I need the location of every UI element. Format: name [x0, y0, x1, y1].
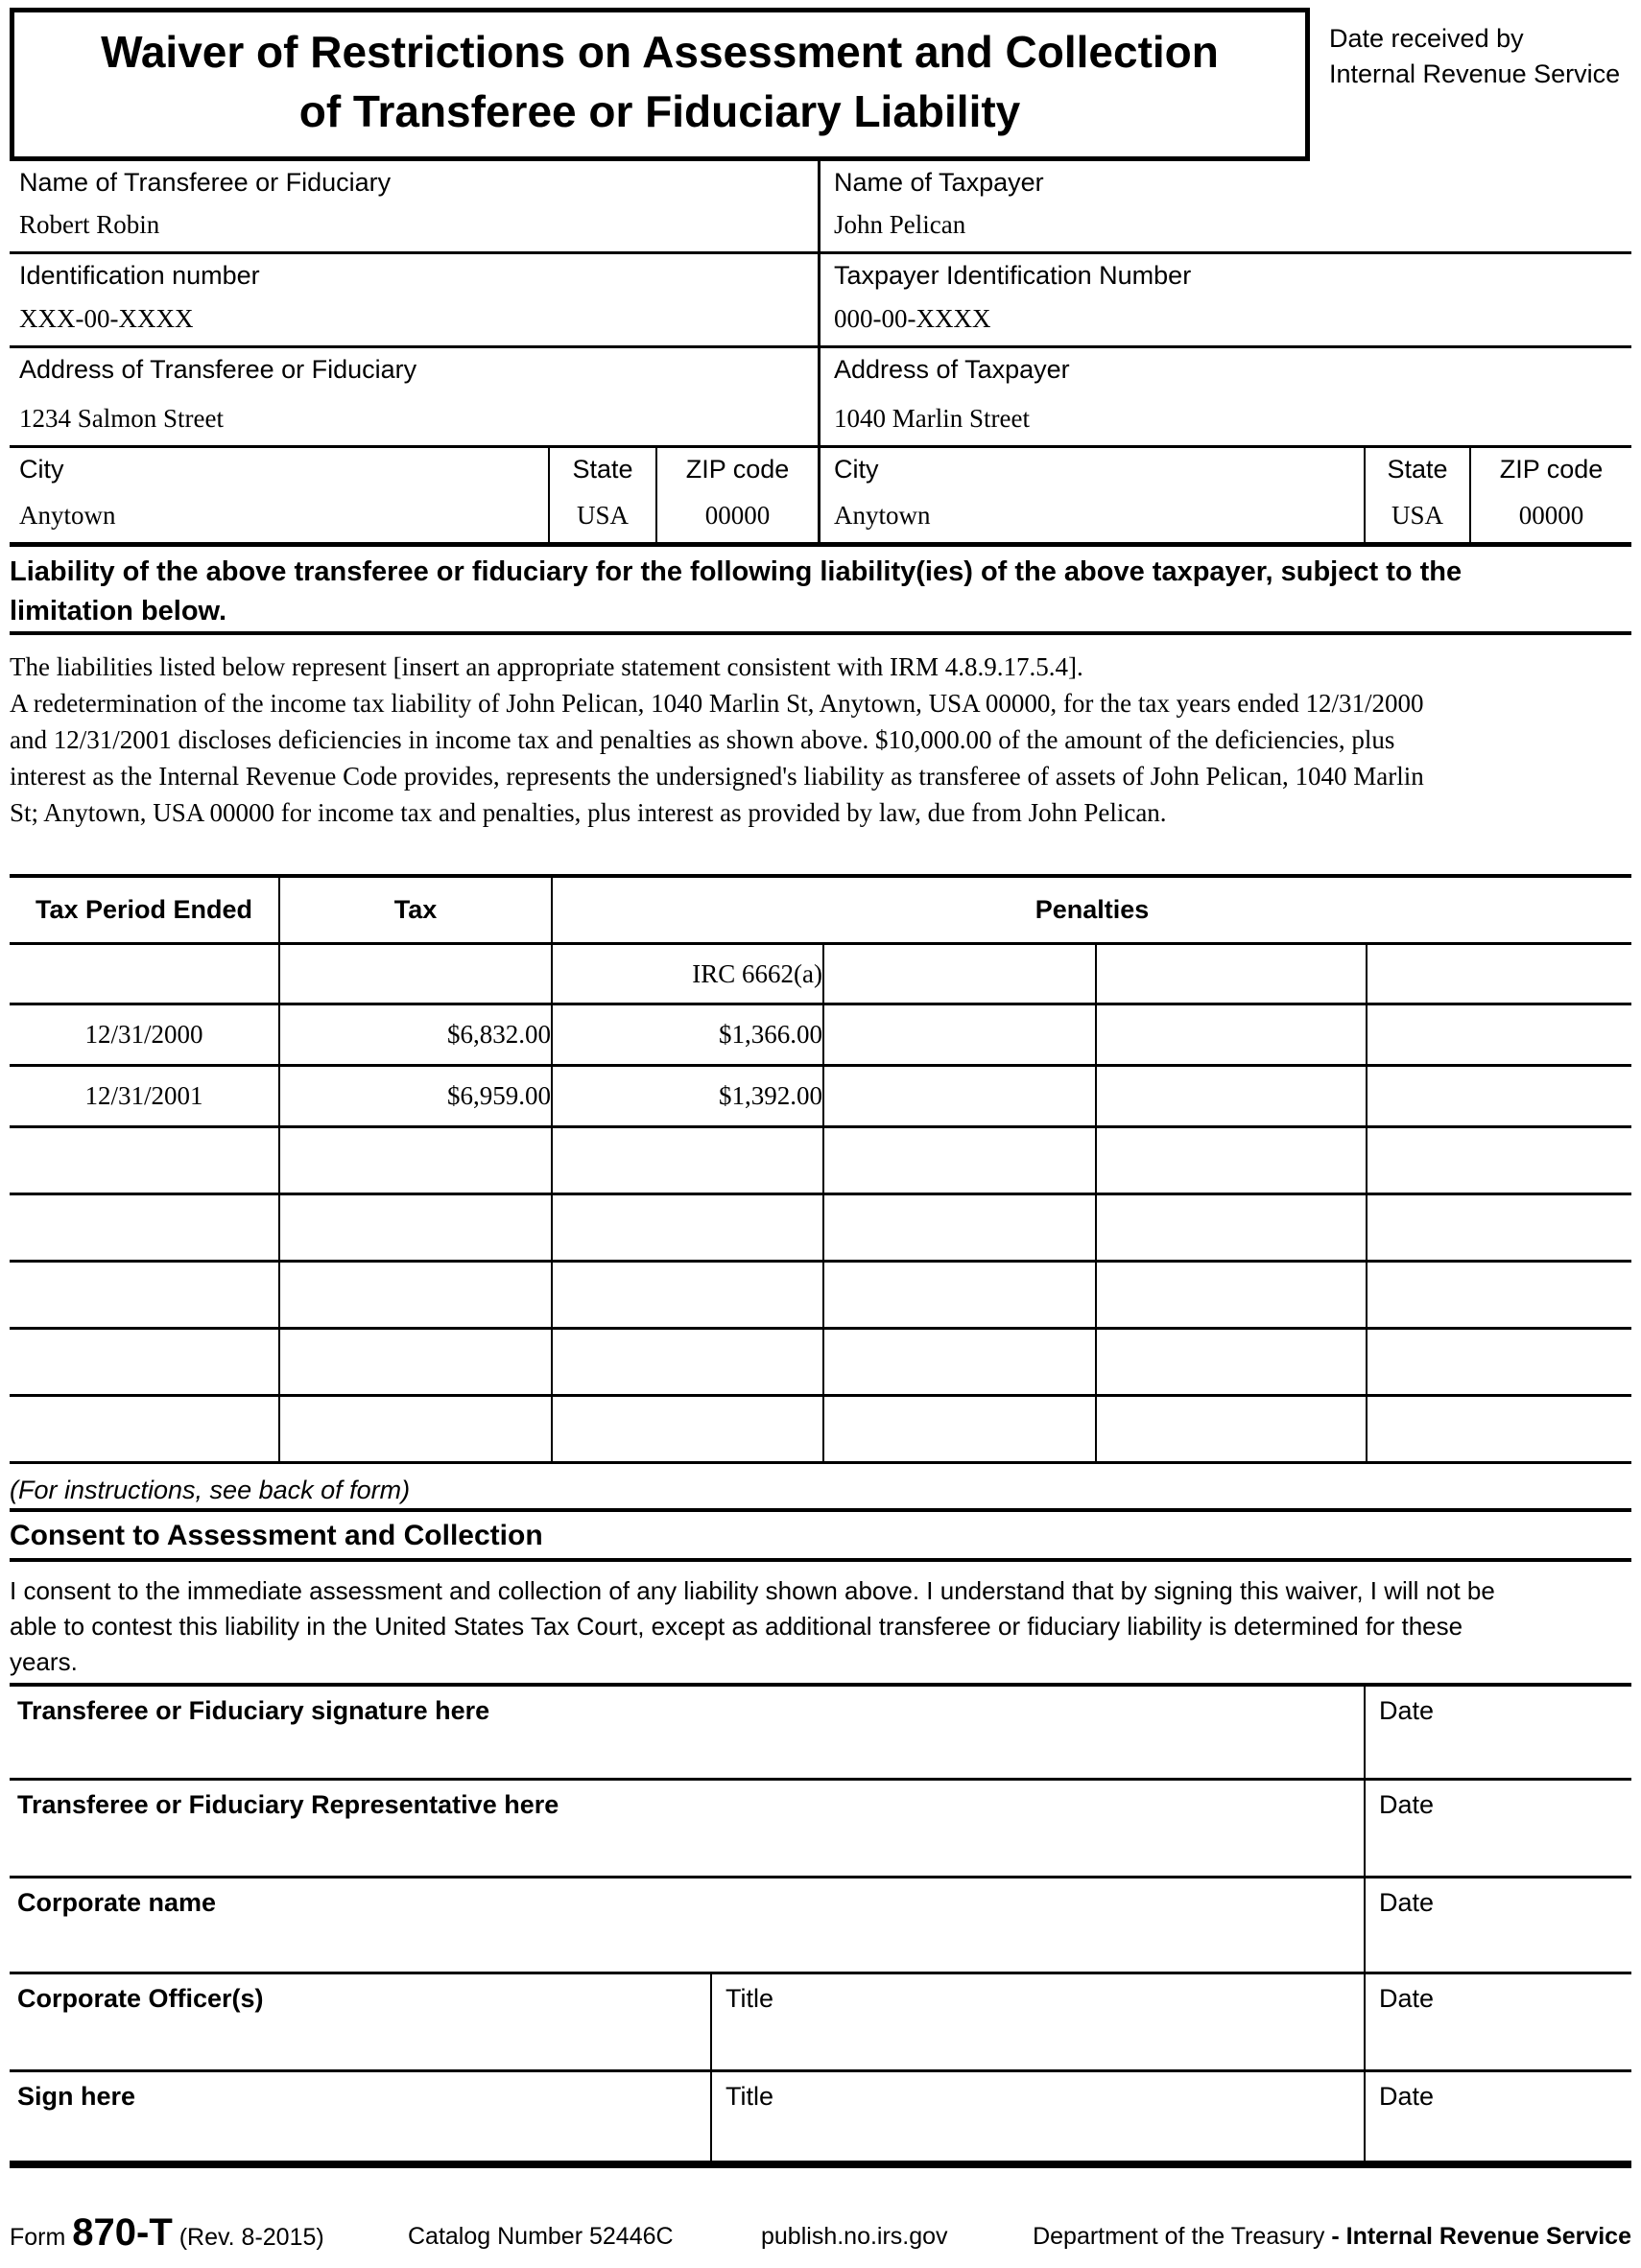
liability-statement: [10, 649, 1641, 831]
table-cell: [552, 1329, 823, 1396]
penalty-cell: [823, 1066, 1096, 1127]
table-row: [10, 1066, 1631, 1127]
form-title-line2: of Transferee or Fiduciary Liability: [298, 86, 1021, 136]
address-row: [10, 348, 1631, 448]
table-cell: [1096, 944, 1367, 1004]
transferee-zip-label: ZIP code: [685, 455, 790, 484]
table-cell: [10, 1396, 279, 1463]
penalty-cell: [1096, 1004, 1367, 1066]
table-cell: [823, 1194, 1096, 1262]
table-row: [10, 1194, 1631, 1262]
taxpayer-zip-value: 00000: [1518, 501, 1584, 530]
statement-line: A redetermination of the income tax liability of John Pelican, 1040 Marlin St, Anytown, USA 00000, for the tax years ended 12/31/2000: [10, 689, 1424, 718]
table-cell: [10, 944, 279, 1004]
transferee-state-cell: [550, 448, 657, 542]
table-row: [10, 1127, 1631, 1194]
signature-row-transferee: [10, 1687, 1631, 1781]
consent-line: years.: [10, 1647, 78, 1676]
table-cell: [1367, 1329, 1631, 1396]
table-cell: [1367, 1396, 1631, 1463]
rule-consent-bottom: [10, 1558, 1631, 1562]
statement-line: interest as the Internal Revenue Code provides, represents the undersigned's liability as transferee of assets of John Pelican, 1040 Marlin: [10, 762, 1424, 791]
instructions-note: (For instructions, see back of form): [10, 1476, 411, 1504]
signature-row-representative: [10, 1781, 1631, 1878]
table-cell: [552, 1127, 823, 1194]
signature-table: [10, 1683, 1631, 2168]
date-label: Date: [1379, 1984, 1435, 2013]
liability-table: [10, 874, 1631, 1464]
date-received-label-line2: Internal Revenue Service: [1329, 59, 1621, 88]
statement-line: and 12/31/2001 discloses deficiencies in income tax and penalties as shown above. $10,000.00 of the amount of the deficiencies, plus: [10, 725, 1395, 754]
table-cell: [1367, 1262, 1631, 1329]
date-received-label-line1: Date received by: [1329, 24, 1524, 53]
transferee-signature-label: Transferee or Fiduciary signature here: [10, 1687, 1366, 1778]
taxpayer-zip-label: ZIP code: [1499, 455, 1604, 484]
transferee-state-label: State: [572, 455, 633, 484]
table-row: [10, 1329, 1631, 1396]
taxpayer-id-value: 000-00-XXXX: [834, 304, 991, 333]
taxpayer-state-value: USA: [1391, 501, 1443, 530]
taxpayer-city-value: Anytown: [834, 501, 931, 530]
signature-row-corporate-name: [10, 1878, 1631, 1974]
date-received-box: [1310, 8, 1631, 161]
table-cell: [10, 1262, 279, 1329]
consent-heading: Consent to Assessment and Collection: [10, 1520, 543, 1551]
penalty-cell: [1096, 1066, 1367, 1127]
taxpayer-state-cell: [1366, 448, 1471, 542]
penalty-type-row: [10, 944, 1631, 1004]
header-tax: Tax: [279, 876, 552, 944]
liability-heading-line2: limitation below.: [10, 596, 227, 626]
taxpayer-city-cell: [820, 448, 1366, 542]
taxpayer-name-cell: [820, 161, 1631, 251]
table-cell: [279, 1127, 552, 1194]
id-row: [10, 254, 1631, 348]
table-cell: [10, 1194, 279, 1262]
statement-line: The liabilities listed below represent [insert an appropriate statement consistent with IRM 4.8.9.17.5.4].: [10, 652, 1083, 681]
form-header: [10, 8, 1631, 161]
penalty-cell: [1367, 1004, 1631, 1066]
table-cell: [10, 1329, 279, 1396]
table-cell: [279, 1262, 552, 1329]
representative-signature-label: Transferee or Fiduciary Representative here: [10, 1781, 1366, 1876]
table-cell: [552, 1396, 823, 1463]
agency-name: - Internal Revenue Service: [1331, 2223, 1631, 2250]
date-label: Date: [1379, 2082, 1435, 2111]
statement-line: St; Anytown, USA 00000 for income tax and penalties, plus interest as provided by law, due from John Pelican.: [10, 798, 1167, 827]
taxpayer-zip-cell: [1471, 448, 1631, 542]
taxpayer-address-cell: [820, 348, 1631, 445]
liability-heading-line1: Liability of the above transferee or fiduciary for the following liability(ies) of the above taxpayer, subject to the: [10, 556, 1463, 587]
transferee-name-value: Robert Robin: [19, 210, 160, 239]
table-cell: [1096, 1329, 1367, 1396]
penalty-cell: $1,366.00: [552, 1004, 823, 1066]
form-title-box: [10, 8, 1310, 161]
date-label: Date: [1379, 1888, 1435, 1917]
sign-here-label: Sign here: [10, 2072, 712, 2161]
table-cell: [823, 1329, 1096, 1396]
table-cell: [10, 1127, 279, 1194]
rule-consent-top: [10, 1508, 1631, 1512]
tax-period-cell: 12/31/2001: [10, 1066, 279, 1127]
transferee-name-label: Name of Transferee or Fiduciary: [19, 168, 392, 197]
transferee-id-label: Identification number: [19, 261, 260, 290]
liability-table-header-row: [10, 876, 1631, 944]
department-name: Department of the Treasury: [1033, 2223, 1325, 2250]
transferee-name-cell: [10, 161, 820, 251]
date-label: Date: [1379, 1790, 1435, 1819]
corporate-name-label: Corporate name: [10, 1878, 1366, 1972]
transferee-id-cell: [10, 254, 820, 345]
tax-period-cell: 12/31/2000: [10, 1004, 279, 1066]
transferee-id-value: XXX-00-XXXX: [19, 304, 194, 333]
header-tax-period: Tax Period Ended: [10, 876, 279, 944]
table-cell: [823, 1262, 1096, 1329]
taxpayer-address-value: 1040 Marlin Street: [834, 404, 1030, 433]
table-cell: [1096, 1194, 1367, 1262]
transferee-city-value: Anytown: [19, 501, 116, 530]
table-row: [10, 1262, 1631, 1329]
tax-cell: $6,832.00: [279, 1004, 552, 1066]
taxpayer-state-label: State: [1387, 455, 1448, 484]
taxpayer-name-label: Name of Taxpayer: [834, 168, 1044, 197]
signature-row-sign-here: [10, 2072, 1631, 2161]
form-title-line1: Waiver of Restrictions on Assessment and Collection: [101, 27, 1219, 77]
taxpayer-id-cell: [820, 254, 1631, 345]
form-word: Form: [10, 2224, 66, 2251]
table-cell: [1096, 1262, 1367, 1329]
transferee-address-label: Address of Transferee or Fiduciary: [19, 355, 417, 384]
penalty-cell: [823, 1004, 1096, 1066]
penalty-type-cell: IRC 6662(a): [552, 944, 823, 1004]
transferee-address-cell: [10, 348, 820, 445]
transferee-address-value: 1234 Salmon Street: [19, 404, 224, 433]
department-line: [1033, 2223, 1631, 2251]
title-label: Title: [712, 1974, 1366, 2069]
form-number: 870-T: [72, 2211, 173, 2254]
table-cell: [823, 1127, 1096, 1194]
table-cell: [1096, 1396, 1367, 1463]
transferee-city-label: City: [19, 455, 64, 484]
signature-row-corporate-officers: [10, 1974, 1631, 2072]
table-cell: [1367, 1194, 1631, 1262]
rule-under-liability-heading: [10, 631, 1631, 635]
date-label: Date: [1379, 1696, 1435, 1725]
consent-line: able to contest this liability in the United States Tax Court, except as additional transferee or fiduciary liability is determined for these: [10, 1612, 1463, 1641]
penalty-cell: $1,392.00: [552, 1066, 823, 1127]
consent-line: I consent to the immediate assessment and collection of any liability shown above. I understand that by signing this waiver, I will not be: [10, 1576, 1495, 1605]
table-cell: [279, 1194, 552, 1262]
corporate-officers-label: Corporate Officer(s): [10, 1974, 712, 2069]
form-footer: [10, 2205, 1631, 2258]
transferee-city-cell: [10, 448, 550, 542]
table-cell: [279, 1329, 552, 1396]
table-cell: [1367, 944, 1631, 1004]
form-number-group: [10, 2211, 324, 2255]
title-label: Title: [712, 2072, 1366, 2161]
transferee-zip-value: 00000: [704, 501, 771, 530]
form-revision: (Rev. 8-2015): [178, 2224, 324, 2251]
table-cell: [823, 1396, 1096, 1463]
city-state-zip-row: [10, 448, 1631, 547]
taxpayer-id-label: Taxpayer Identification Number: [834, 261, 1192, 290]
transferee-state-value: USA: [576, 501, 629, 530]
party-info-table: [10, 161, 1631, 547]
catalog-number: Catalog Number 52446C: [408, 2223, 674, 2250]
table-row: [10, 1396, 1631, 1463]
tax-cell: $6,959.00: [279, 1066, 552, 1127]
table-cell: [1096, 1127, 1367, 1194]
liability-heading: [10, 553, 1631, 631]
publish-website: publish.no.irs.gov: [761, 2223, 948, 2250]
table-cell: [552, 1194, 823, 1262]
table-cell: [823, 944, 1096, 1004]
taxpayer-name-value: John Pelican: [834, 210, 966, 239]
table-cell: [279, 1396, 552, 1463]
transferee-zip-cell: [657, 448, 820, 542]
table-cell: [552, 1262, 823, 1329]
name-row: [10, 161, 1631, 254]
table-cell: [1367, 1127, 1631, 1194]
taxpayer-city-label: City: [834, 455, 879, 484]
consent-body: [10, 1573, 1641, 1680]
taxpayer-address-label: Address of Taxpayer: [834, 355, 1070, 384]
penalty-cell: [1367, 1066, 1631, 1127]
table-row: [10, 1004, 1631, 1066]
table-cell: [279, 944, 552, 1004]
header-penalties: Penalties: [552, 876, 1631, 944]
